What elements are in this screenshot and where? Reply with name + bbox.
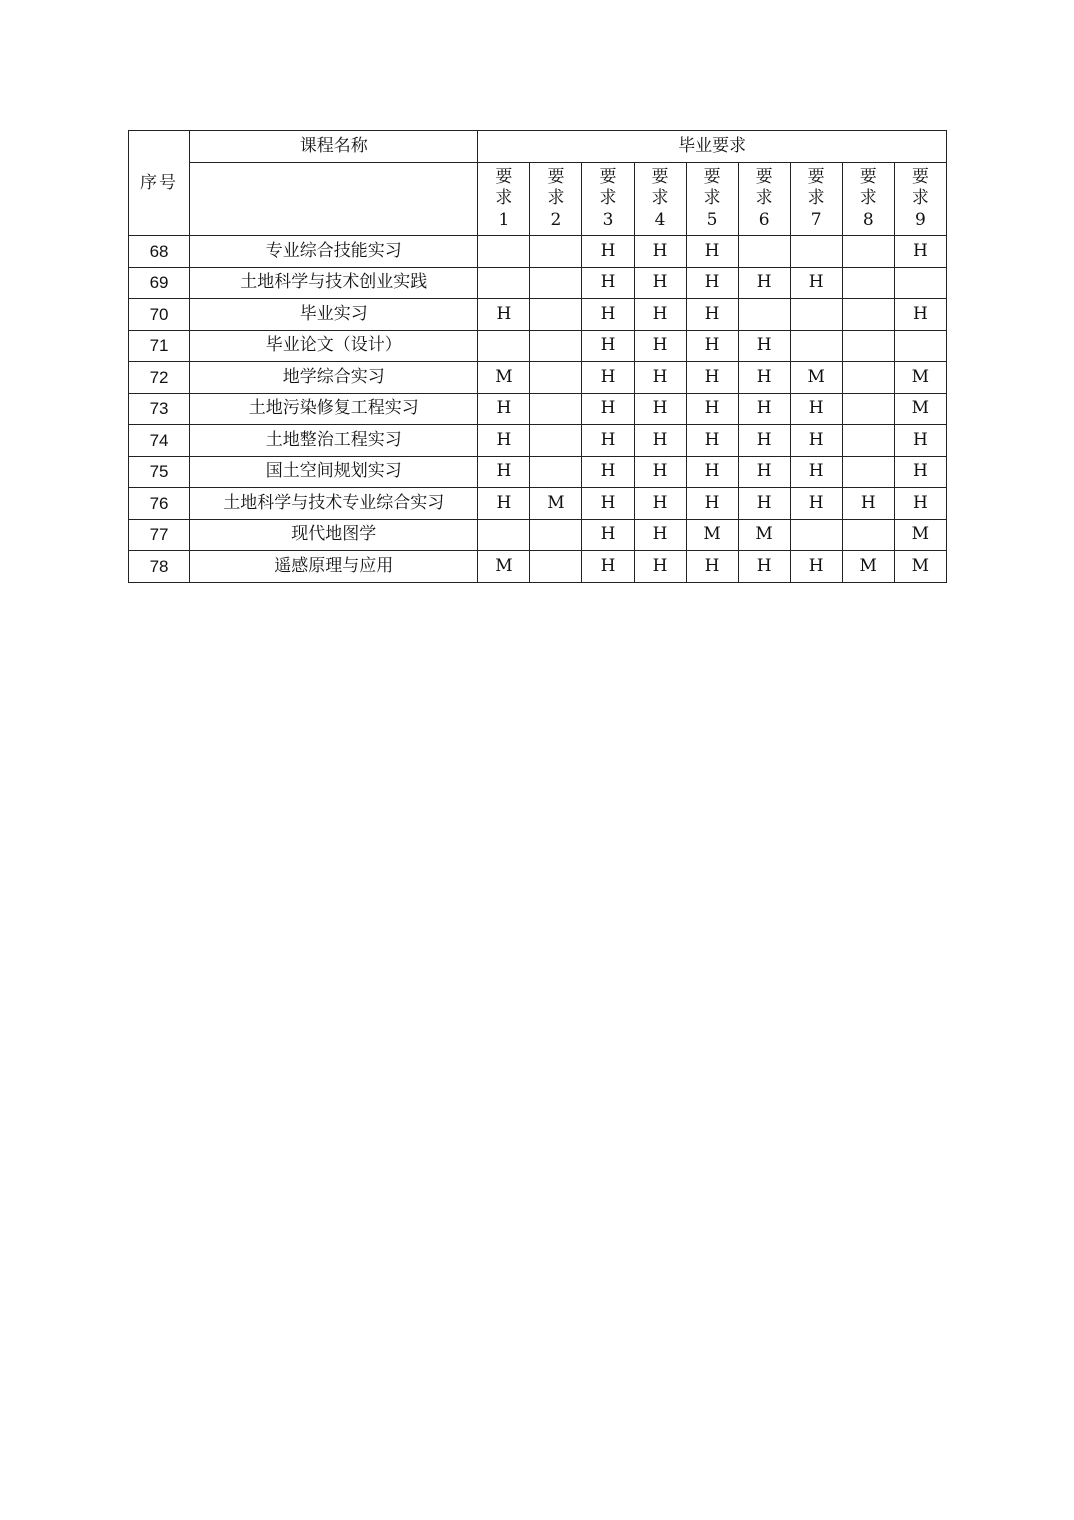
course-name: 土地科学与技术创业实践 xyxy=(190,267,478,299)
requirement-level-9: H xyxy=(894,236,946,268)
table-row xyxy=(129,551,947,583)
requirement-level-1: H xyxy=(478,299,530,331)
requirement-level-9 xyxy=(894,267,946,299)
requirement-level-6 xyxy=(738,299,790,331)
requirement-header-7-char1: 要 xyxy=(807,166,825,187)
requirement-level-7 xyxy=(790,519,842,551)
requirement-level-6: H xyxy=(738,456,790,488)
requirement-header-3-char2: 求 xyxy=(599,188,617,209)
requirement-level-6: H xyxy=(738,330,790,362)
requirement-level-3: H xyxy=(582,456,634,488)
requirement-level-4: H xyxy=(634,488,686,520)
requirement-level-5: H xyxy=(686,330,738,362)
requirement-level-4: H xyxy=(634,393,686,425)
matrix-body xyxy=(129,131,947,583)
requirement-level-2: M xyxy=(530,488,582,520)
requirement-header-8-char2: 求 xyxy=(859,188,877,209)
seq-number: 78 xyxy=(129,551,190,583)
requirement-level-7: H xyxy=(790,488,842,520)
table-row xyxy=(129,488,947,520)
requirement-header-6-char1: 要 xyxy=(755,166,773,187)
course-name: 国土空间规划实习 xyxy=(190,456,478,488)
course-name: 现代地图学 xyxy=(190,519,478,551)
requirement-level-1 xyxy=(478,236,530,268)
requirement-header-1-num: 1 xyxy=(498,209,510,230)
seq-header: 序号 xyxy=(140,172,179,193)
graduation-requirements-matrix xyxy=(128,130,947,583)
course-name: 遥感原理与应用 xyxy=(190,551,478,583)
requirement-level-7: H xyxy=(790,425,842,457)
seq-number: 74 xyxy=(129,425,190,457)
requirement-level-8 xyxy=(842,362,894,394)
requirement-header-9-char2: 求 xyxy=(911,188,929,209)
requirement-level-7 xyxy=(790,236,842,268)
requirement-level-9: H xyxy=(894,425,946,457)
seq-number: 69 xyxy=(129,267,190,299)
course-name: 土地污染修复工程实习 xyxy=(190,393,478,425)
requirement-header-1-char1: 要 xyxy=(495,166,513,187)
table-row xyxy=(129,236,947,268)
requirement-level-7: H xyxy=(790,551,842,583)
requirement-level-3: H xyxy=(582,330,634,362)
requirement-header-7 xyxy=(790,163,842,236)
table-row xyxy=(129,299,947,331)
requirement-level-5: H xyxy=(686,456,738,488)
requirement-level-5: H xyxy=(686,425,738,457)
requirement-level-7 xyxy=(790,299,842,331)
requirement-level-9: M xyxy=(894,393,946,425)
seq-number: 75 xyxy=(129,456,190,488)
requirement-level-8 xyxy=(842,456,894,488)
requirement-level-4: H xyxy=(634,362,686,394)
requirement-level-8 xyxy=(842,330,894,362)
requirements-group-header: 毕业要求 xyxy=(478,131,947,163)
table-row xyxy=(129,519,947,551)
requirement-level-2 xyxy=(530,299,582,331)
requirement-level-7: M xyxy=(790,362,842,394)
requirement-level-9: H xyxy=(894,299,946,331)
requirement-header-2-char1: 要 xyxy=(547,166,565,187)
requirement-header-1-char2: 求 xyxy=(495,188,513,209)
requirement-header-9-num: 9 xyxy=(914,209,926,230)
requirement-header-4-char2: 求 xyxy=(651,188,669,209)
seq-number: 68 xyxy=(129,236,190,268)
course-name: 土地科学与技术专业综合实习 xyxy=(190,488,478,520)
requirement-header-5 xyxy=(686,163,738,236)
course-name-header: 课程名称 xyxy=(190,131,478,163)
requirement-header-3-char1: 要 xyxy=(599,166,617,187)
requirement-level-3: H xyxy=(582,519,634,551)
requirement-level-7: H xyxy=(790,267,842,299)
table-row xyxy=(129,393,947,425)
seq-number: 72 xyxy=(129,362,190,394)
requirement-level-2 xyxy=(530,236,582,268)
course-name: 毕业实习 xyxy=(190,299,478,331)
requirement-level-4: H xyxy=(634,267,686,299)
seq-number: 71 xyxy=(129,330,190,362)
requirement-level-8 xyxy=(842,236,894,268)
requirement-level-3: H xyxy=(582,236,634,268)
requirement-level-3: H xyxy=(582,551,634,583)
requirement-level-4: H xyxy=(634,456,686,488)
requirement-level-5: H xyxy=(686,362,738,394)
requirement-level-2 xyxy=(530,393,582,425)
requirement-level-2 xyxy=(530,456,582,488)
requirement-level-6: H xyxy=(738,425,790,457)
seq-number: 76 xyxy=(129,488,190,520)
requirement-level-5: M xyxy=(686,519,738,551)
table-row xyxy=(129,267,947,299)
table-row xyxy=(129,362,947,394)
requirement-level-2 xyxy=(530,551,582,583)
requirement-level-7: H xyxy=(790,393,842,425)
requirement-level-9: M xyxy=(894,519,946,551)
requirement-level-1: H xyxy=(478,393,530,425)
requirement-header-9-char1: 要 xyxy=(911,166,929,187)
requirement-level-6: H xyxy=(738,267,790,299)
requirement-header-2-char2: 求 xyxy=(547,188,565,209)
requirement-level-6: H xyxy=(738,551,790,583)
requirement-level-5: H xyxy=(686,551,738,583)
requirement-level-3: H xyxy=(582,362,634,394)
header-row-2 xyxy=(129,163,947,236)
seq-number: 77 xyxy=(129,519,190,551)
requirement-header-7-num: 7 xyxy=(810,209,822,230)
requirement-level-5: H xyxy=(686,267,738,299)
requirement-level-2 xyxy=(530,267,582,299)
requirement-header-4 xyxy=(634,163,686,236)
seq-header-cell xyxy=(129,131,190,236)
requirement-level-1 xyxy=(478,267,530,299)
requirement-level-3: H xyxy=(582,488,634,520)
requirement-level-4: H xyxy=(634,519,686,551)
requirement-level-4: H xyxy=(634,299,686,331)
requirement-level-2 xyxy=(530,362,582,394)
requirement-level-1 xyxy=(478,519,530,551)
requirement-level-2 xyxy=(530,425,582,457)
course-name: 土地整治工程实习 xyxy=(190,425,478,457)
requirement-level-6 xyxy=(738,236,790,268)
requirement-level-7: H xyxy=(790,456,842,488)
requirement-level-8 xyxy=(842,299,894,331)
requirement-level-2 xyxy=(530,330,582,362)
requirement-level-3: H xyxy=(582,299,634,331)
requirement-header-6-char2: 求 xyxy=(755,188,773,209)
table-row xyxy=(129,330,947,362)
requirement-level-1: H xyxy=(478,488,530,520)
requirement-level-3: H xyxy=(582,393,634,425)
requirement-header-3-num: 3 xyxy=(602,209,614,230)
requirement-level-8 xyxy=(842,393,894,425)
header-row-1 xyxy=(129,131,947,163)
requirement-level-4: H xyxy=(634,425,686,457)
requirement-header-6 xyxy=(738,163,790,236)
requirement-header-4-num: 4 xyxy=(654,209,666,230)
requirement-level-8: H xyxy=(842,488,894,520)
requirement-header-5-char2: 求 xyxy=(703,188,721,209)
requirement-level-4: H xyxy=(634,330,686,362)
requirement-level-9: H xyxy=(894,456,946,488)
requirement-level-7 xyxy=(790,330,842,362)
requirement-level-9: M xyxy=(894,362,946,394)
requirement-header-8 xyxy=(842,163,894,236)
requirement-header-7-char2: 求 xyxy=(807,188,825,209)
requirement-level-4: H xyxy=(634,236,686,268)
course-name: 专业综合技能实习 xyxy=(190,236,478,268)
requirement-level-6: H xyxy=(738,393,790,425)
course-name-header-blank xyxy=(190,163,478,236)
requirement-level-8 xyxy=(842,519,894,551)
requirement-level-4: H xyxy=(634,551,686,583)
requirement-header-3 xyxy=(582,163,634,236)
requirement-header-2 xyxy=(530,163,582,236)
requirement-header-5-num: 5 xyxy=(706,209,718,230)
requirement-level-9: H xyxy=(894,488,946,520)
requirement-level-8: M xyxy=(842,551,894,583)
requirement-header-4-char1: 要 xyxy=(651,166,669,187)
requirement-level-6: H xyxy=(738,362,790,394)
requirement-level-6: H xyxy=(738,488,790,520)
requirement-level-1 xyxy=(478,330,530,362)
seq-number: 70 xyxy=(129,299,190,331)
requirement-level-5: H xyxy=(686,393,738,425)
requirement-header-8-char1: 要 xyxy=(859,166,877,187)
requirement-level-9 xyxy=(894,330,946,362)
requirement-header-5-char1: 要 xyxy=(703,166,721,187)
requirement-header-2-num: 2 xyxy=(550,209,562,230)
requirement-level-8 xyxy=(842,267,894,299)
requirement-level-1: H xyxy=(478,425,530,457)
requirement-header-6-num: 6 xyxy=(758,209,770,230)
requirement-level-5: H xyxy=(686,236,738,268)
requirement-header-8-num: 8 xyxy=(862,209,874,230)
requirement-level-3: H xyxy=(582,267,634,299)
requirement-level-5: H xyxy=(686,299,738,331)
requirement-level-6: M xyxy=(738,519,790,551)
table-row xyxy=(129,456,947,488)
requirement-level-1: M xyxy=(478,551,530,583)
course-name: 地学综合实习 xyxy=(190,362,478,394)
seq-number: 73 xyxy=(129,393,190,425)
course-name: 毕业论文（设计） xyxy=(190,330,478,362)
requirement-level-1: H xyxy=(478,456,530,488)
requirement-level-5: H xyxy=(686,488,738,520)
requirement-header-1 xyxy=(478,163,530,236)
requirement-level-3: H xyxy=(582,425,634,457)
requirement-level-2 xyxy=(530,519,582,551)
requirement-level-1: M xyxy=(478,362,530,394)
requirement-header-9 xyxy=(894,163,946,236)
requirement-level-9: M xyxy=(894,551,946,583)
table-row xyxy=(129,425,947,457)
requirement-level-8 xyxy=(842,425,894,457)
